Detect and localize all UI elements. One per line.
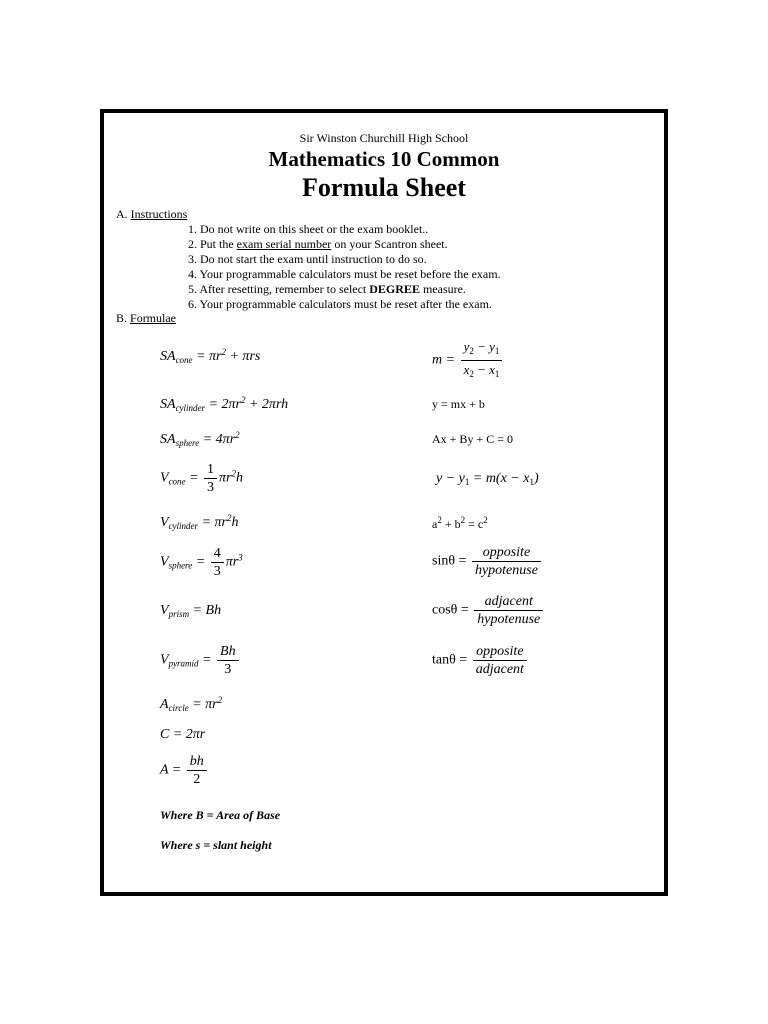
formulae-heading: B. Formulae	[116, 311, 177, 325]
note-slant-height: Where s = slant height	[160, 838, 272, 852]
formula-sa-sphere: $SA_{sphere} = 4\pi r^2$	[160, 430, 240, 448]
note-base-area: Where B = Area of Base	[160, 808, 281, 822]
instruction-1: 1. Do not write on this sheet or the exam booklet..	[188, 222, 429, 236]
formula-v-pyramid: $V_{pyramid}$ = $\frac{Bh}{3}$	[160, 643, 241, 678]
formula-slope: m = $\frac{y_2 - y_1}{x_2 - x_1}$	[432, 338, 504, 383]
formula-cosine: cosθ = $\frac{\text{adjacent}}{\text{hypotenuse}}$	[432, 593, 545, 628]
school-name: Sir Winston Churchill High School	[299, 131, 469, 145]
instruction-5: 5. After resetting, remember to select DEGREE measure.	[188, 282, 466, 296]
instruction-6: 6. Your programmable calculators must be reset after the exam.	[188, 297, 492, 311]
formula-v-sphere: $V_{sphere}$ = $\frac{4}{3}$ $\pi r^3$	[160, 546, 243, 579]
formula-circumference: C = 2πr	[160, 727, 206, 742]
instruction-3: 3. Do not start the exam until instruction to do so.	[188, 252, 427, 266]
formula-slope-intercept: y = mx + b	[432, 397, 485, 411]
course-title: Mathematics 10 Common	[268, 147, 500, 171]
instruction-4: 4. Your programmable calculators must be reset before the exam.	[188, 267, 501, 281]
instruction-2: 2. Put the exam serial number on your Scantron sheet.	[188, 237, 448, 251]
formula-triangle-area: A = $\frac{bh}{2}$	[160, 753, 209, 788]
formula-sa-cone: $SA_{cone} = \pi r^2 + \pi rs$	[160, 347, 261, 365]
formula-general-form: Ax + By + C = 0	[432, 432, 513, 446]
instructions-list	[188, 222, 501, 312]
formula-sine: sinθ = $\frac{\text{opposite}}{\text{hypotenuse}}$	[432, 544, 543, 579]
formula-v-cone: $V_{cone}$ = $\frac{1}{3}$ $\pi r^2h$	[160, 462, 243, 495]
formula-sheet-frame	[100, 109, 668, 896]
formula-pythagorean: $a^2 + b^2 = c^2$	[432, 515, 488, 531]
formula-tangent: tanθ = $\frac{\text{opposite}}{\text{adjacent}}$	[432, 643, 529, 678]
formula-a-circle: $A_{circle} = \pi r^2$	[160, 695, 223, 713]
formula-v-cylinder: $V_{cylinder} = \pi r^2h$	[160, 513, 239, 531]
formula-sa-cylinder: $SA_{cylinder} = 2\pi r^2 + 2\pi rh$	[160, 395, 289, 413]
formula-v-prism: $V_{prism} = Bh$	[160, 603, 222, 619]
formula-point-slope: $y - y_1 = m(x - x_1)$	[436, 471, 539, 487]
instructions-heading: A. Instructions	[116, 207, 188, 221]
page-title: Formula Sheet	[302, 173, 466, 202]
